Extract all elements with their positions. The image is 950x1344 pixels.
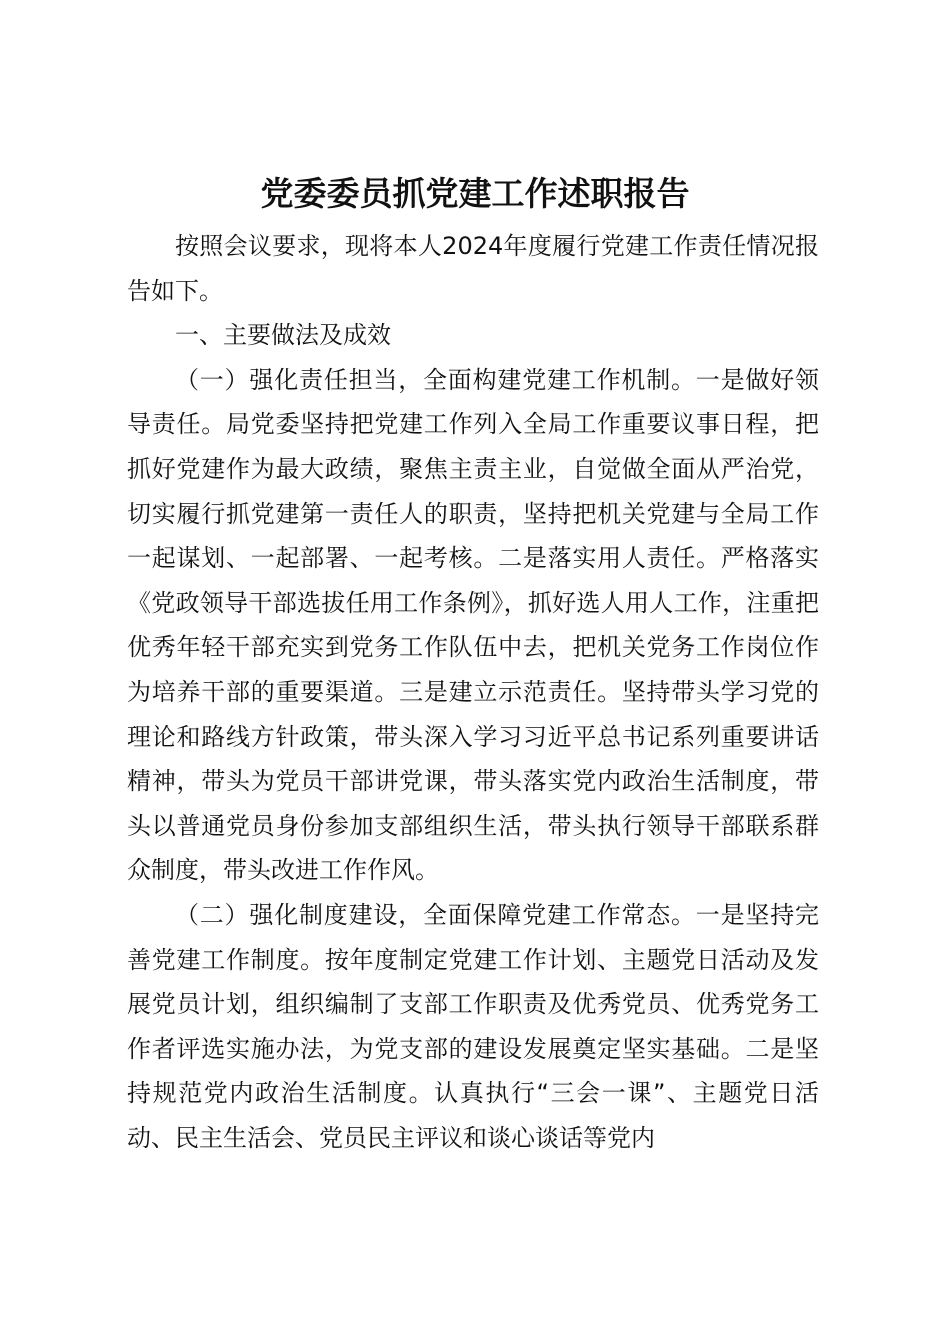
intro-paragraph: 按照会议要求，现将本人2024年度履行党建工作责任情况报告如下。 [127,232,819,305]
document-body [127,224,819,1160]
document-title: 党委委员抓党建工作述职报告 [260,174,690,213]
subsection-paragraph-2: （二）强化制度建设，全面保障党建工作常态。一是坚持完善党建工作制度。按年度制定党建工作计划、主题党日活动及发展党员计划，组织编制了支部工作职责及优秀党员、优秀党务工作者评选实施办法，为党支部的建设发展奠定坚实基础。二是坚持规范党内政治生活制度。认真执行“三会一课”、主题党日活动、民主生活会、党员民主评议和谈心谈话等党内 [127,900,819,1152]
section-heading-1: 一、主要做法及成效 [175,321,391,350]
subsection-paragraph-1: （一）强化责任担当，全面构建党建工作机制。一是做好领导责任。局党委坚持把党建工作列入全局工作重要议事日程，把抓好党建作为最大政绩，聚焦主责主业，自觉做全面从严治党，切实履行抓党建第一责任人的职责，坚持把机关党建与全局工作一起谋划、一起部署、一起考核。二是落实用人责任。严格落实《党政领导干部选拔任用工作条例》，抓好选人用人工作，注重把优秀年轻干部充实到党务工作队伍中去，把机关党务工作岗位作为培养干部的重要渠道。三是建立示范责任。坚持带头学习党的理论和路线方针政策，带头深入学习习近平总书记系列重要讲话精神，带头为党员干部讲党课，带头落实党内政治生活制度，带头以普通党员身份参加支部组织生活，带头执行领导干部联系群众制度，带头改进工作作风。 [127,365,819,885]
